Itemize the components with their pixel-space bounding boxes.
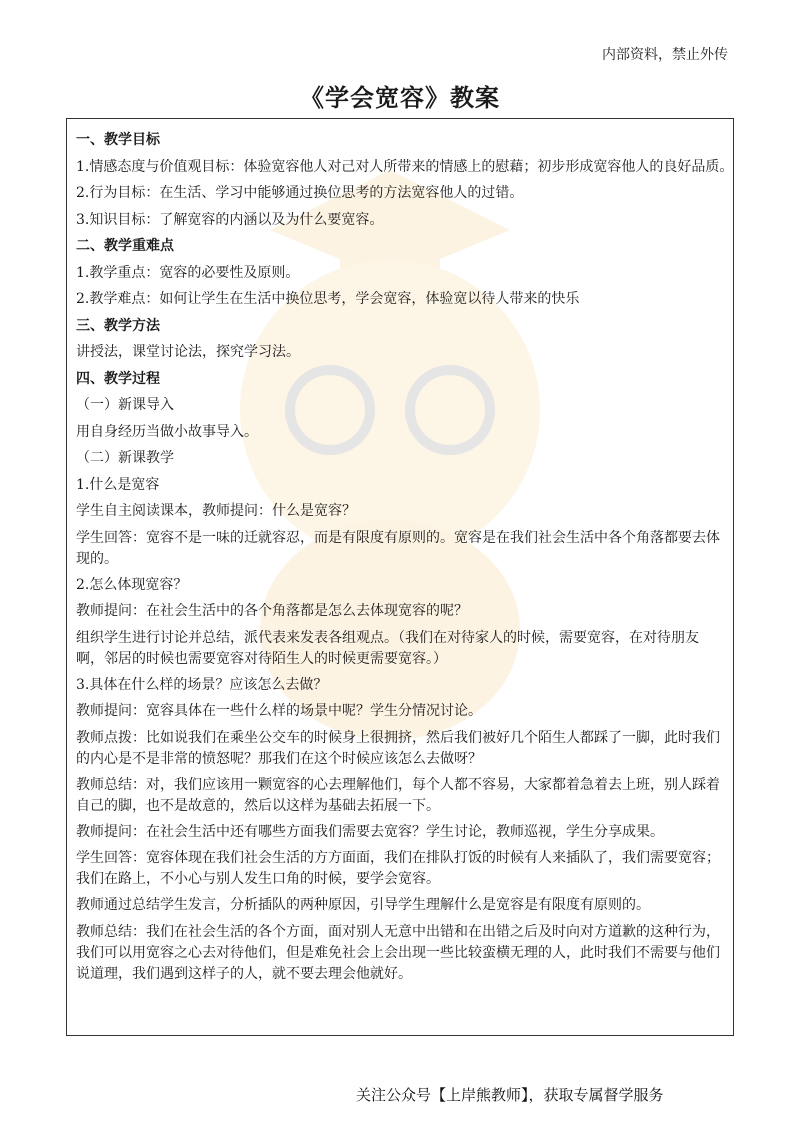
paragraph-line: 讲授法，课堂讨论法，探究学习法。 — [76, 344, 300, 360]
paragraph-line: 学生回答：宽容体现在我们社会生活的方方面面，我们在排队打饭的时候有人来插队了，我们需要宽容；我们在路上，不小心与别人发生口角的时候，要学会宽容。 — [76, 850, 720, 887]
paragraph-line: 学生回答：宽容不是一味的迁就容忍，而是有限度有原则的。宽容是在我们社会生活中各个角落都要去体现的。 — [76, 529, 720, 567]
paragraph-line: （二）新课教学 — [76, 450, 174, 466]
document-title: 《学会宽容》教案 — [300, 83, 500, 112]
section-heading: 三、教学方法 — [76, 317, 160, 334]
paragraph-line: 教师提问：在社会生活中还有哪些方面我们需要去宽容？学生讨论，教师巡视，学生分享成果。 — [76, 823, 664, 840]
paragraph-line: 3.具体在什么样的场景？应该怎么去做？ — [76, 676, 328, 693]
paragraph-line: 教师总结：对，我们应该用一颗宽容的心去理解他们，每个人都不容易，大家都着急着去上班，别人踩着自己的脚，也不是故意的，然后以这样为基础去拓展一下。 — [76, 776, 720, 814]
paragraph-line: 教师提问：宽容具体在一些什么样的场景中呢？学生分情况讨论。 — [76, 703, 482, 719]
paragraph-line: 组织学生进行讨论并总结，派代表来发表各组观点。（我们在对待家人的时候，需要宽容，在对待朋友啊，邻居的时候也需要宽容对待陌生人的时候更需要宽容。） — [76, 629, 699, 667]
lesson-plan-table — [66, 118, 734, 1036]
paragraph-line: 教师提问：在社会生活中的各个角落都是怎么去体现宽容的呢？ — [76, 603, 468, 619]
section-heading: 二、教学重难点 — [76, 238, 174, 254]
paragraph-line: 2.怎么体现宽容？ — [76, 576, 188, 593]
paragraph-line: 学生自主阅读课本，教师提问：什么是宽容？ — [76, 503, 356, 519]
section-heading: 一、教学目标 — [76, 132, 160, 148]
paragraph-line: 3.知识目标：了解宽容的内涵以及为什么要宽容。 — [76, 211, 384, 228]
paragraph-line: （一）新课导入 — [76, 397, 174, 413]
paragraph-line: 教师点拨：比如说我们在乘坐公交车的时候身上很拥挤，然后我们被好几个陌生人都踩了一脚，此时我们的内心是不是非常的愤怒呢？那我们在这个时候应该怎么去做呀？ — [76, 729, 720, 767]
footer-promo: 关注公众号【上岸熊教师】，获取专属督学服务 — [356, 1086, 664, 1104]
paragraph-line: 2.行为目标：在生活、学习中能够通过换位思考的方法宽容他人的过错。 — [76, 185, 524, 201]
paragraph-line: 2.教学难点：如何让学生在生活中换位思考，学会宽容，体验宽以待人带来的快乐 — [76, 291, 580, 307]
paragraph-line: 教师通过总结学生发言，分析插队的两种原因，引导学生理解什么是宽容是有限度有原则的。 — [76, 897, 650, 913]
paragraph-line: 教师总结：我们在社会生活的各个方面，面对别人无意中出错和在出错之后及时向对方道歉的这种行为，我们可以用宽容之心去对待他们，但是难免社会上会出现一些比较蛮横无理的人，此时我们不需要与他们说道理，我们遇到这样子的人，就不要去理会他就好。 — [76, 923, 720, 982]
confidential-notice: 内部资料，禁止外传 — [602, 47, 728, 63]
paragraph-line: 用自身经历当做小故事导入。 — [76, 423, 258, 440]
section-heading: 四、教学过程 — [76, 370, 160, 387]
paragraph-line: 1.教学重点：宽容的必要性及原则。 — [76, 264, 300, 281]
paragraph-line: 1.情感态度与价值观目标：体验宽容他人对己对人所带来的情感上的慰藉；初步形成宽容他人的良好品质。 — [76, 158, 734, 175]
paragraph-line: 1.什么是宽容 — [76, 476, 160, 493]
